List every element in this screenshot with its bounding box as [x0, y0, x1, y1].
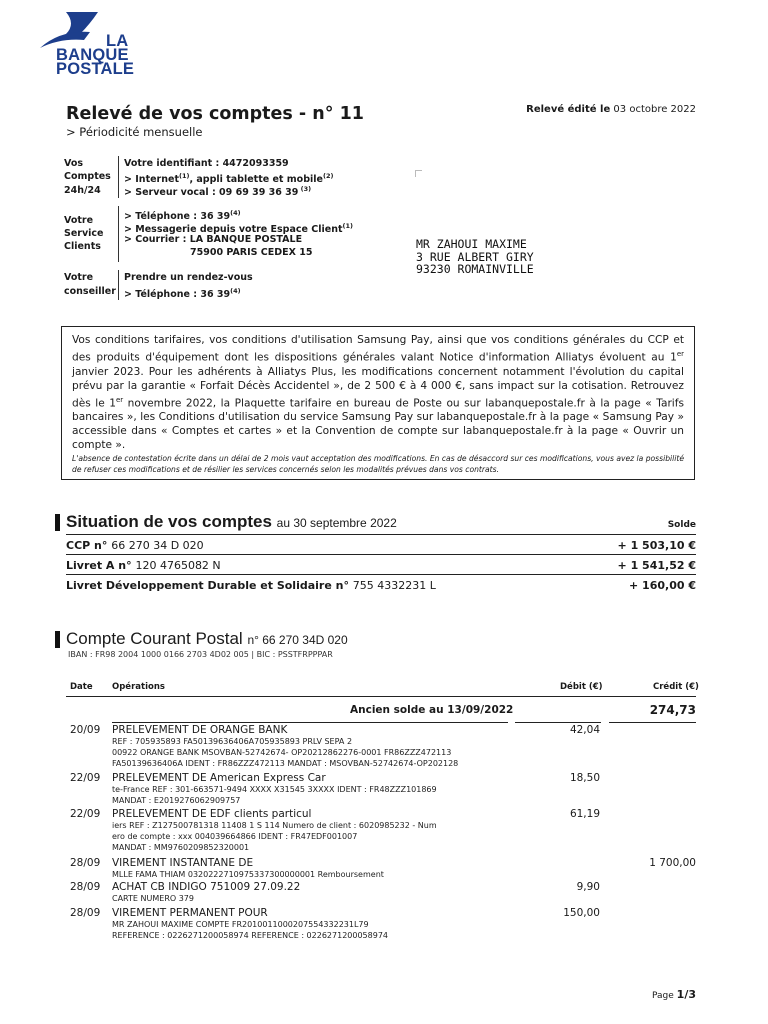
operation-label: ACHAT CB INDIGO 751009 27.09.22 — [112, 881, 301, 893]
notice-small-print: L'absence de contestation écrite dans un délai de 2 mois vaut acceptation des modifications. En cas de désaccord sur ces modifications, vous avez la possibilité de refuser ces modifications et de résilier les services concernés selon les modalités prévues dans vos contrats. — [72, 454, 685, 475]
notice-part: janvier 2023. Pour les adhérents à Alliatys Plus, les modifications concernent notamment l'évolution du capital prévu par la garantie « Forfait Décès Accidentel », de 2 500 € à 4 000 €, sans impact sur la cotisation. Retrouvez dès le 1 — [72, 365, 684, 410]
label-service: Service — [64, 228, 104, 239]
ccp-title — [66, 629, 348, 649]
periodicity: > Périodicité mensuelle — [66, 125, 203, 139]
sup: (4) — [230, 209, 241, 217]
serveur-vocal — [124, 183, 311, 199]
account-name — [66, 559, 221, 572]
sup: er — [115, 395, 124, 404]
operation-date: 28/09 — [70, 857, 101, 869]
ccp-title-text: Compte Courant Postal — [66, 629, 243, 648]
operation-label: PRELEVEMENT DE American Express Car — [112, 772, 326, 784]
operation-date: 20/09 — [70, 724, 101, 736]
section-marker — [55, 514, 60, 531]
old-balance-value: 274,73 — [649, 703, 696, 717]
label-conseiller: conseiller — [64, 286, 116, 297]
col-debit: Débit (€) — [560, 682, 603, 692]
bird-wing-icon — [40, 8, 160, 48]
account-number: 66 270 34 D 020 — [111, 539, 204, 552]
operation-debit: 18,50 — [569, 772, 600, 784]
notice-text — [72, 333, 684, 452]
statement-title: Relevé de vos comptes - n° 11 — [66, 104, 364, 124]
account-row — [66, 574, 696, 594]
messagerie-text: > Messagerie depuis votre Espace Client — [124, 224, 343, 236]
account-row — [66, 534, 696, 554]
table-header-rule — [66, 696, 696, 697]
notice-part: novembre 2022, la Plaquette tarifaire en bureau de Poste ou sur labanquepostale.fr à la page « Tarifs bancaires », les Conditions d'utilisation du service Samsung Pay sur labanquepostale.fr à la page « Samsung Pay » accessible dans « Comptes et cartes » et la Convention de compte sur labanquepostale.fr à la page « Ouvrir un compte ». — [72, 397, 684, 452]
operation-detail: MANDAT : E2019276062909757 — [112, 795, 241, 805]
internet-text: > Internet — [124, 174, 179, 186]
operation-credit: 1 700,00 — [649, 857, 696, 869]
account-label: Livret A n° — [66, 559, 132, 572]
account-balance: + 1 541,52 € — [617, 559, 696, 572]
account-row — [66, 554, 696, 574]
account-name — [66, 539, 204, 552]
operation-detail: MLLE FAMA THIAM 0320222710975337300000001 Remboursement — [112, 870, 384, 879]
operation-detail: REFERENCE : 0226271200058974 REFERENCE : 0226271200058974 — [112, 930, 388, 940]
section-marker — [55, 631, 60, 648]
operation-date: 22/09 — [70, 772, 101, 784]
label-vos: Vos — [64, 158, 84, 169]
courrier-line: > Courrier : LA BANQUE POSTALE — [124, 234, 303, 245]
operation-label: PRELEVEMENT DE EDF clients particul — [112, 808, 312, 820]
sup: (4) — [230, 287, 241, 295]
account-balance: + 1 503,10 € — [617, 539, 696, 552]
account-label: Livret Développement Durable et Solidaire n° — [66, 579, 349, 592]
operation-detail: te-France REF : 301-663571-9494 XXXX X31545 3XXXX IDENT : FR48ZZZ101869 — [112, 785, 437, 794]
iban-bic: IBAN : FR98 2004 1000 0166 2703 4D02 005 | BIC : PSSTFRPPPAR — [68, 650, 333, 659]
label-comptes: Comptes — [64, 171, 111, 182]
conseiller-phone — [124, 285, 241, 301]
page-number — [652, 988, 696, 1001]
operation-detail: iers REF : Z127500781318 11408 1 S 114 Numero de client : 6020985232 - Num — [112, 821, 437, 830]
operation-detail: MANDAT : MM9760209852320001 — [112, 842, 250, 852]
operation-detail: CARTE NUMERO 379 — [112, 894, 194, 903]
courrier-city: 75900 PARIS CEDEX 15 — [190, 247, 313, 258]
serveur-text: > Serveur vocal : 09 69 39 36 39 — [124, 187, 299, 199]
operation-debit: 61,19 — [569, 808, 600, 820]
appli-text: , appli tablette et mobile — [189, 174, 323, 186]
col-credit: Crédit (€) — [653, 682, 699, 692]
edit-date-value: 03 octobre 2022 — [613, 104, 696, 115]
old-balance-label: Ancien solde au 13/09/2022 — [350, 704, 514, 716]
operation-detail: MR ZAHOUI MAXIME COMPTE FR2010011000207554332231L79 — [112, 920, 369, 929]
operation-label: PRELEVEMENT DE ORANGE BANK — [112, 724, 288, 736]
operation-label: VIREMENT INSTANTANE DE — [112, 857, 254, 869]
operation-detail: REF : 705935893 FA50139636406A705935893 PRLV SEPA 2 — [112, 737, 353, 746]
operation-debit: 150,00 — [563, 907, 600, 919]
operation-detail: ero de compte : xxx 004039664866 IDENT : FR47EDF001007 — [112, 831, 358, 841]
operation-date: 28/09 — [70, 907, 101, 919]
recipient-address — [416, 238, 534, 276]
telephone-text: > Téléphone : 36 39 — [124, 211, 231, 223]
situation-date: au 30 septembre 2022 — [276, 516, 397, 530]
rule — [609, 722, 696, 723]
operation-date: 28/09 — [70, 881, 101, 893]
ccp-number: n° 66 270 34D 020 — [247, 633, 348, 647]
brand-line2: BANQUE — [56, 46, 129, 64]
sup: er — [676, 350, 684, 358]
label-votre2: Votre — [64, 272, 94, 283]
account-number: 120 4765082 N — [135, 559, 221, 572]
page-value: 1/3 — [676, 988, 696, 1001]
account-label: CCP n° — [66, 539, 108, 552]
operation-detail: FA50139636406A IDENT : FR86ZZZ472113 MANDAT : MSOVBAN-52742674-OP202128 — [112, 758, 459, 768]
operation-label: VIREMENT PERMANENT POUR — [112, 907, 268, 919]
sup: (1) — [342, 222, 353, 230]
account-name — [66, 579, 436, 592]
sup: (1) — [178, 172, 190, 180]
window-corner-mark — [415, 170, 422, 177]
notice-part: Vos conditions tarifaires, vos conditions d'utilisation Samsung Pay, ainsi que vos conditions générales du CCP et des produits d'équipement dont les dispositions générales valant Notice d'information Alliatys évoluent au 1 — [72, 334, 684, 364]
account-number: 755 4332231 L — [352, 579, 436, 592]
operation-detail: 00922 ORANGE BANK MSOVBAN-52742674- OP20212862276-0001 FR86ZZZ472113 — [112, 747, 452, 757]
operation-debit: 9,90 — [576, 881, 600, 893]
label-clients: Clients — [64, 241, 101, 252]
address-line: 3 RUE ALBERT GIRY — [416, 249, 534, 264]
sup: (2) — [322, 172, 334, 180]
account-balance: + 160,00 € — [629, 579, 696, 592]
notice-box — [61, 326, 695, 480]
label-votre: Votre — [64, 215, 94, 226]
rdv-line: Prendre un rendez-vous — [124, 272, 253, 283]
page-label: Page — [652, 991, 674, 1001]
edit-date — [526, 104, 696, 115]
conseiller-phone-text: > Téléphone : 36 39 — [124, 289, 231, 301]
divider — [118, 156, 119, 198]
rule — [112, 722, 508, 723]
la-banque-postale-logo — [40, 8, 160, 84]
brand-line1: LA — [106, 32, 129, 50]
rule — [515, 722, 601, 723]
identifiant: Votre identifiant : 4472093359 — [124, 158, 289, 169]
label-24h: 24h/24 — [64, 185, 101, 196]
situation-title — [66, 512, 397, 532]
address-line: MR ZAHOUI MAXIME — [416, 237, 527, 251]
situation-title-text: Situation de vos comptes — [66, 512, 272, 531]
operation-date: 22/09 — [70, 808, 101, 820]
col-date: Date — [70, 682, 93, 692]
sup: (3) — [298, 185, 312, 193]
edit-date-label: Relevé édité le — [526, 104, 611, 115]
address-line: 93230 ROMAINVILLE — [416, 262, 534, 276]
col-operations: Opérations — [112, 682, 165, 692]
divider — [118, 270, 119, 300]
divider — [118, 206, 119, 262]
solde-header: Solde — [667, 520, 696, 530]
operation-debit: 42,04 — [569, 724, 600, 736]
brand-line3: POSTALE — [56, 60, 135, 78]
